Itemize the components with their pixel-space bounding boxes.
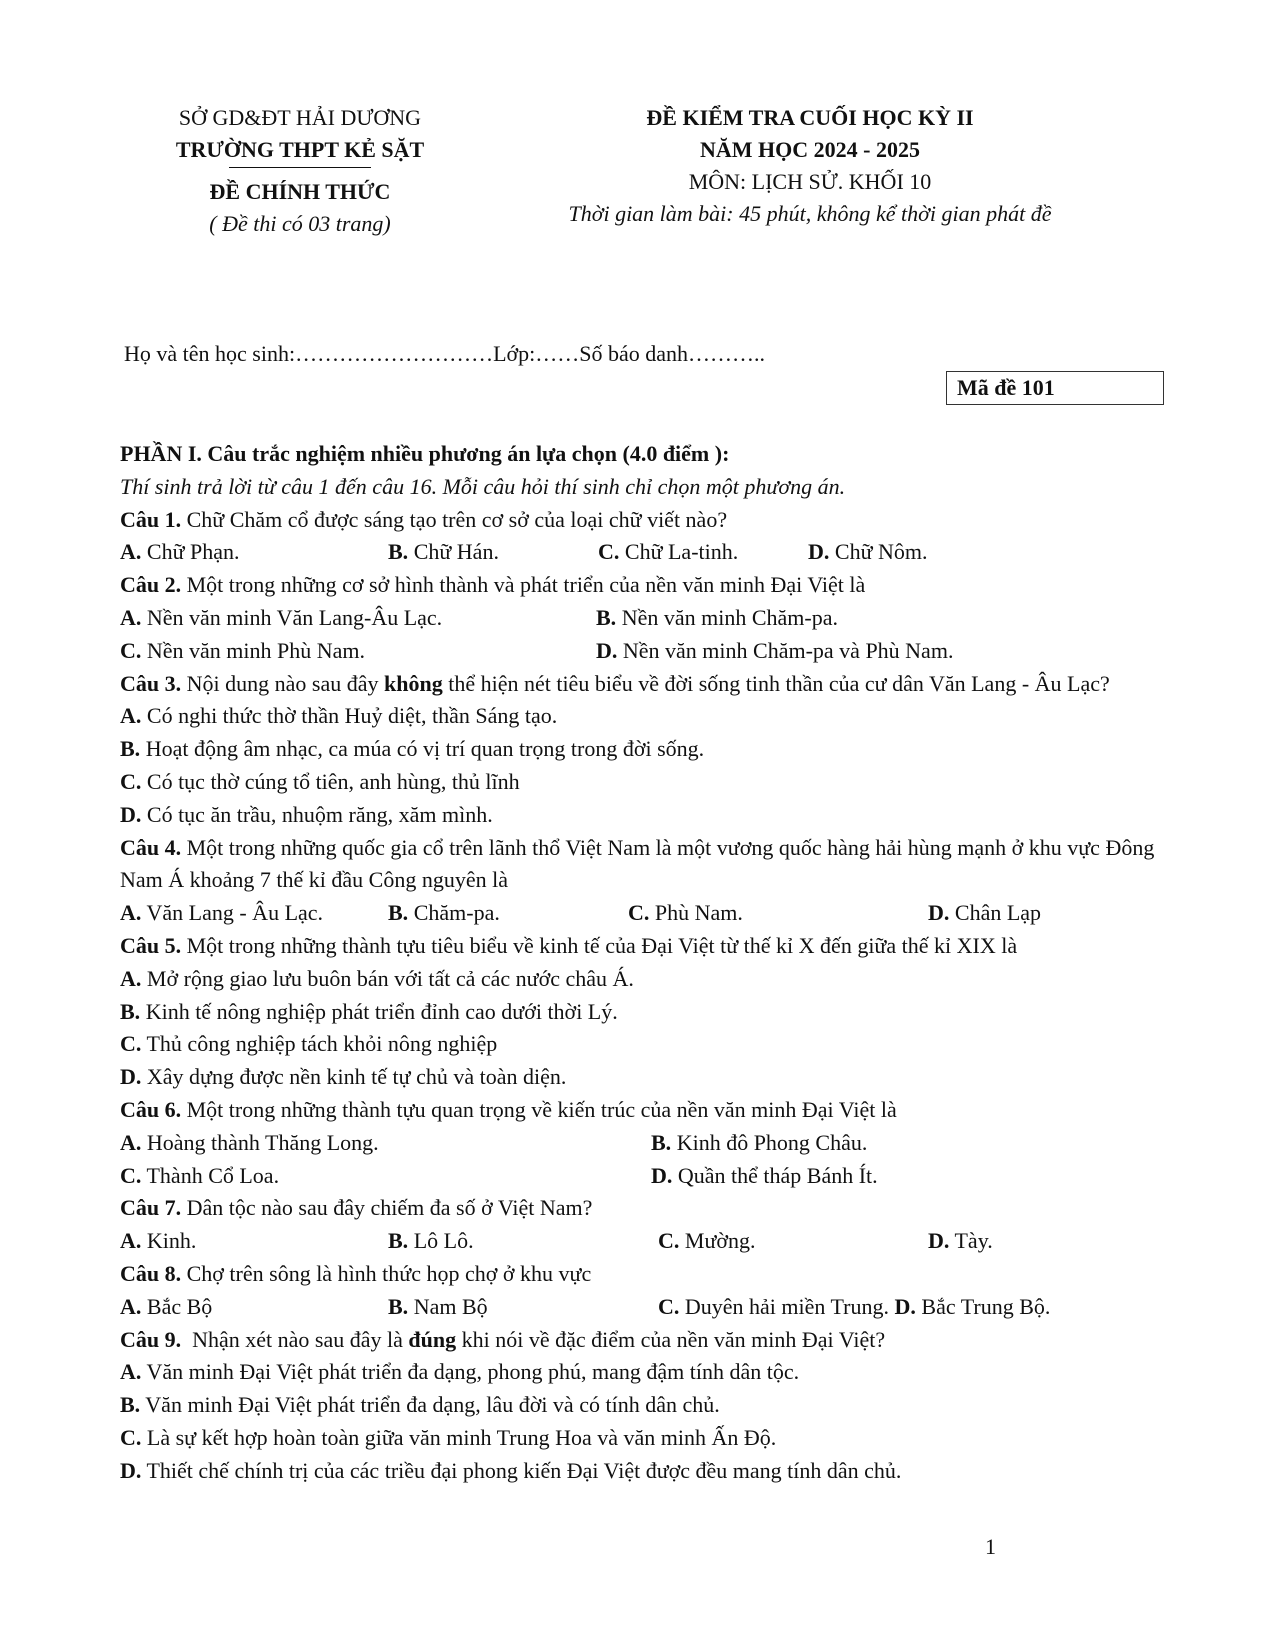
question-text: Nhận xét nào sau đây là [181,1326,409,1352]
option-letter: C. [120,768,142,794]
option-letter: C. [120,1162,142,1188]
option-d [928,1225,993,1258]
option-b [120,1389,1160,1422]
option-text: Chân Lạp [949,900,1042,926]
question-7 [120,1192,1160,1225]
option-b [651,1127,867,1160]
option-letter: B. [388,1228,409,1254]
option-text: Phù Nam. [649,900,743,926]
option-letter: D. [120,1064,142,1090]
department-name: SỞ GD&ĐT HẢI DƯƠNG [178,105,422,130]
options-row [120,1127,1160,1160]
option-text: Có tục ăn trầu, nhuộm răng, xăm mình. [141,801,493,827]
question-label: Câu 4. [120,834,182,860]
option-text: Có nghi thức thờ thần Huỷ diệt, thần Sáng tạo. [141,703,558,729]
option-d [928,897,1041,930]
option-text: Nền văn minh Chăm-pa. [616,604,838,630]
question-9 [120,1324,1160,1357]
options-row [120,1291,1160,1324]
option-d [895,1291,1051,1324]
option-text: Bắc Trung Bộ. [915,1293,1051,1319]
question-text: Dân tộc nào sau đây chiếm đa số ở Việt Nam? [181,1195,593,1221]
question-label: Câu 6. [120,1096,182,1122]
option-text: Bắc Bộ [141,1293,213,1319]
option-text: Thiết chế chính trị của các triều đại phong kiến Đại Việt được đều mang tính dân chủ. [141,1457,902,1483]
option-letter: C. [628,900,650,926]
question-label: Câu 8. [120,1260,182,1286]
option-letter: C. [658,1293,680,1319]
option-d [120,1455,1160,1488]
exam-content [120,438,1160,1488]
pages-note: ( Đề thi có 03 trang) [209,211,391,236]
option-letter: C. [120,637,142,663]
option-c [120,635,596,668]
option-text: Duyên hải miền Trung. [679,1293,890,1319]
exam-title: ĐỀ KIỂM TRA CUỐI HỌC KỲ II [646,105,974,130]
option-letter: C. [658,1228,680,1254]
option-letter: D. [596,637,618,663]
option-letter: D. [928,900,950,926]
option-letter: B. [596,604,617,630]
option-letter: A. [120,900,142,926]
option-text: Nền văn minh Phù Nam. [141,637,366,663]
option-text: Văn minh Đại Việt phát triển đa dạng, lâu đời và có tính dân chủ. [140,1392,720,1418]
option-b [388,1225,658,1258]
option-d [651,1160,878,1193]
option-text: Thủ công nghiệp tách khỏi nông nghiệp [141,1031,498,1057]
option-letter: A. [120,1359,142,1385]
question-emphasis: không [383,670,443,696]
page-number: 1 [985,1534,996,1559]
option-b [120,996,1160,1029]
question-text: Một trong những cơ sở hình thành và phát triển của nền văn minh Đại Việt là [181,572,866,598]
option-letter: D. [808,539,830,565]
option-text: Chữ Hán. [408,539,499,565]
option-b [388,536,598,569]
question-label: Câu 3. [120,670,182,696]
option-text: Kinh đô Phong Châu. [671,1129,868,1155]
option-c [598,536,808,569]
question-label: Câu 1. [120,506,182,532]
option-text: Thành Cổ Loa. [141,1162,280,1188]
question-text: thể hiện nét tiêu biểu về đời sống tinh thần của cư dân Văn Lang - Âu Lạc? [442,670,1110,696]
option-c [120,1028,1160,1061]
option-text: Mường. [679,1228,756,1254]
question-emphasis: đúng [408,1326,457,1352]
question-label: Câu 7. [120,1195,182,1221]
exam-code-box: Mã đề 101 [946,371,1164,405]
question-3 [120,668,1160,701]
options-row [120,635,1160,668]
option-a [120,1291,388,1324]
question-1 [120,504,1160,537]
question-text: Chợ trên sông là hình thức họp chợ ở khu vực [181,1260,592,1286]
question-5 [120,930,1160,963]
section-title: PHẦN I. Câu trắc nghiệm nhiều phương án lựa chọn (4.0 điểm ): [120,441,730,466]
option-c [120,1422,1160,1455]
options-row [120,897,1160,930]
option-text: Quần thể tháp Bánh Ít. [672,1162,878,1188]
option-c [120,1160,651,1193]
option-text: Có tục thờ cúng tổ tiên, anh hùng, thủ lĩnh [141,768,520,794]
option-letter: A. [120,703,142,729]
header-left [130,102,470,240]
question-6 [120,1094,1160,1127]
option-letter: C. [120,1031,142,1057]
option-letter: B. [388,539,409,565]
option-b [120,733,1160,766]
option-letter: B. [120,1392,141,1418]
official-label: ĐỀ CHÍNH THỨC [209,179,391,204]
option-text: Kinh. [141,1228,197,1254]
option-c [120,766,1160,799]
option-text: Văn minh Đại Việt phát triển đa dạng, phong phú, mang đậm tính dân tộc. [141,1359,800,1385]
question-text: Nội dung nào sau đây [181,670,384,696]
option-a [120,700,1160,733]
option-text: Kinh tế nông nghiệp phát triển đỉnh cao dưới thời Lý. [140,998,618,1024]
section-instruction: Thí sinh trả lời từ câu 1 đến câu 16. Mỗi câu hỏi thí sinh chỉ chọn một phương án. [120,473,846,499]
school-name: TRƯỜNG THPT KẺ SẶT [175,137,425,162]
option-text: Văn Lang - Âu Lạc. [141,900,324,926]
option-text: Hoạt động âm nhạc, ca múa có vị trí quan trọng trong đời sống. [140,736,705,762]
header-underline [229,167,371,168]
option-c [658,1225,928,1258]
options-row [120,536,1160,569]
option-a [120,1127,651,1160]
option-text: Chữ Phạn. [141,539,240,565]
option-letter: C. [120,1424,142,1450]
question-text: Một trong những thành tựu tiêu biểu về kinh tế của Đại Việt từ thế kỉ X đến giữa thế kỉ XIX là [181,932,1018,958]
header-right [520,102,1100,230]
question-label: Câu 2. [120,572,182,598]
options-row [120,1225,1160,1258]
option-letter: A. [120,604,142,630]
question-text: khi nói về đặc điểm của nền văn minh Đại Việt? [456,1326,886,1352]
option-d [596,635,953,668]
option-letter: B. [120,998,141,1024]
question-text: Chữ Chăm cổ được sáng tạo trên cơ sở của loại chữ viết nào? [181,506,728,532]
option-a [120,963,1160,996]
option-text: Chữ Nôm. [829,539,928,565]
option-b [388,1291,658,1324]
subject-line: MÔN: LỊCH SỬ. KHỐI 10 [688,169,932,194]
option-letter: A. [120,1129,142,1155]
question-4 [120,832,1160,898]
question-label: Câu 9. [120,1326,182,1352]
options-row [120,602,1160,635]
question-8 [120,1258,1160,1291]
option-text: Là sự kết hợp hoàn toàn giữa văn minh Trung Hoa và văn minh Ấn Độ. [141,1424,777,1450]
option-letter: D. [120,801,142,827]
option-c [628,897,928,930]
option-text: Hoàng thành Thăng Long. [141,1129,379,1155]
option-a [120,536,388,569]
option-d [120,1061,1160,1094]
option-letter: A. [120,539,142,565]
option-text: Nam Bộ [408,1293,488,1319]
option-text: Mở rộng giao lưu buôn bán với tất cả các nước châu Á. [141,965,634,991]
option-d [120,799,1160,832]
option-text: Nền văn minh Văn Lang-Âu Lạc. [141,604,443,630]
option-text: Tày. [949,1228,993,1254]
option-a [120,1225,388,1258]
question-text: Một trong những thành tựu quan trọng về kiến trúc của nền văn minh Đại Việt là [181,1096,897,1122]
option-text: Lô Lô. [408,1228,474,1254]
option-letter: D. [928,1228,950,1254]
option-a [120,602,596,635]
option-letter: D. [651,1162,673,1188]
options-row [120,1160,1160,1193]
option-b [388,897,628,930]
question-text: Một trong những quốc gia cổ trên lãnh thổ Việt Nam là một vương quốc hàng hải hùng mạnh ở khu vực Đông Nam Á khoảng 7 thế kỉ đầu Công nguyên là [120,834,1155,893]
option-letter: C. [598,539,620,565]
option-letter: A. [120,965,142,991]
option-letter: B. [651,1129,672,1155]
option-a [120,1356,1160,1389]
option-letter: B. [388,1293,409,1319]
option-letter: B. [388,900,409,926]
option-a [120,897,388,930]
option-letter: A. [120,1228,142,1254]
question-2 [120,569,1160,602]
student-info-line: Họ và tên học sinh:………………………Lớp:……Số báo danh……….. [124,341,766,366]
option-b [596,602,838,635]
option-letter: D. [120,1457,142,1483]
question-label: Câu 5. [120,932,182,958]
option-text: Chăm-pa. [408,900,500,926]
option-text: Chữ La-tinh. [619,539,739,565]
option-letter: D. [894,1293,916,1319]
school-year: NĂM HỌC 2024 - 2025 [700,137,920,162]
time-note: Thời gian làm bài: 45 phút, không kể thời gian phát đề [568,201,1052,226]
option-letter: B. [120,736,141,762]
option-text: Nền văn minh Chăm-pa và Phù Nam. [617,637,954,663]
option-d [808,536,928,569]
option-letter: A. [120,1293,142,1319]
option-text: Xây dựng được nền kinh tế tự chủ và toàn diện. [141,1064,567,1090]
option-c [658,1291,895,1324]
